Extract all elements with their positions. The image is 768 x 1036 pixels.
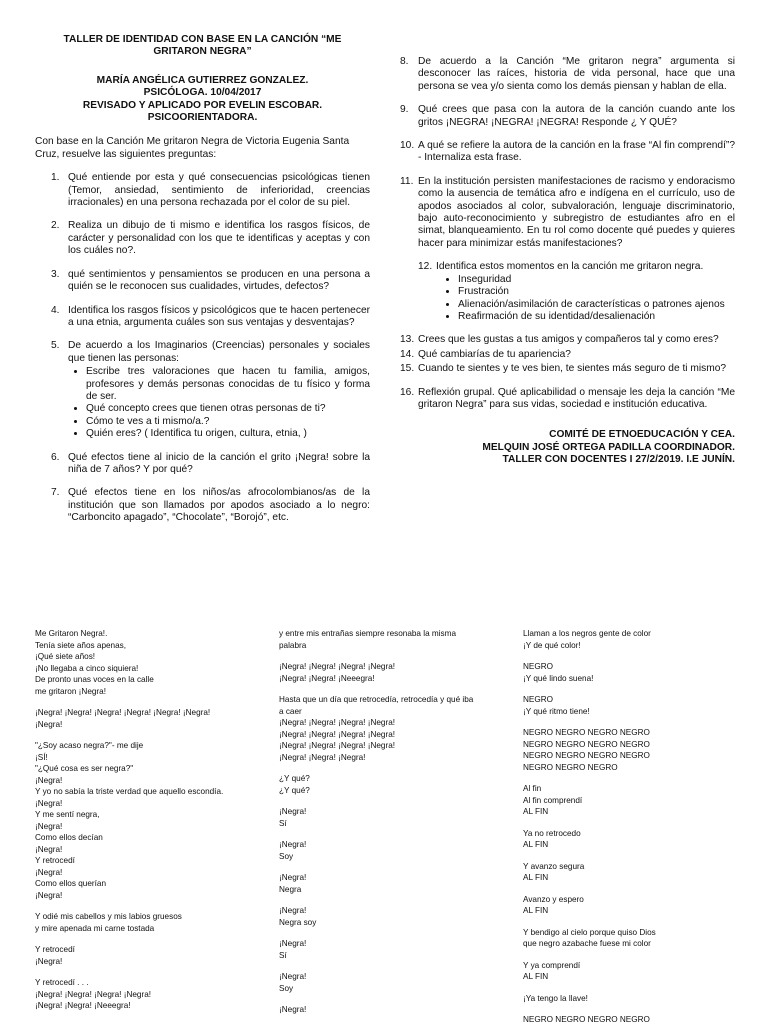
author-line: PSICÓLOGA. 10/04/2017 xyxy=(143,87,262,99)
question-number: 5. xyxy=(51,340,60,352)
poem-line: De pronto unas voces en la calle xyxy=(35,675,154,684)
question-11 xyxy=(398,176,735,250)
poem-line: Y odié mis cabellos y mis labios gruesos xyxy=(35,912,182,921)
question-number: 9. xyxy=(400,104,409,116)
question-number: 11. xyxy=(400,175,414,187)
question-text: Qué crees que pasa con la autora de la canción cuando ante los gritos ¡NEGRA! ¡NEGRA! ¡NEGRA! Responde ¿ Y QUÉ? xyxy=(418,104,735,128)
poem-column-1 xyxy=(35,628,260,1022)
author-line: REVISADO Y APLICADO POR EVELIN ESCOBAR. xyxy=(82,99,323,111)
poem-line: ¡Ya tengo la llave! xyxy=(523,993,588,1003)
question-8 xyxy=(398,56,735,93)
poem-stanza xyxy=(523,694,748,717)
poem-stanza xyxy=(279,872,504,895)
poem-line: AL FIN xyxy=(523,972,549,981)
poem-line: ¡Negra! xyxy=(279,840,307,849)
poem-line: Y retrocedí xyxy=(35,856,75,865)
poem-line: Como ellos decían xyxy=(35,833,103,842)
poem-line: AL FIN xyxy=(523,840,549,849)
question-6 xyxy=(35,452,370,477)
question-number: 12. xyxy=(418,261,433,273)
question-text: Identifica los rasgos físicos y psicológicos que te hacen pertenecer a una etnia, argumenta cuáles son sus ventajas y desventajas? xyxy=(68,304,370,328)
poem-line: "¿Soy acaso negra?"- me dije xyxy=(35,741,144,750)
question-number: 15. xyxy=(400,363,415,375)
poem-line: a caer xyxy=(279,706,302,716)
question-12-bullets xyxy=(418,274,735,324)
poem-line: NEGRO NEGRO NEGRO NEGRO xyxy=(523,739,650,749)
poem-stanza xyxy=(523,993,748,1005)
poem-line: ¡Negra! ¡Negra! ¡Negra! ¡Negra! xyxy=(35,989,152,999)
poem-line: Sí xyxy=(279,818,287,828)
poem-line: ¡Negra! xyxy=(35,956,63,966)
poem-line: Me Gritaron Negra!. xyxy=(35,629,108,638)
question-number: 1. xyxy=(51,172,60,184)
right-column xyxy=(398,56,735,467)
poem-line: ¡SÍ! xyxy=(35,752,48,762)
poem-line: ¡Negra! xyxy=(35,821,63,831)
poem-column-3 xyxy=(523,628,748,1036)
poem-stanza xyxy=(523,960,748,983)
poem-line: ¡No llegaba a cinco siquiera! xyxy=(35,663,139,673)
poem-stanza xyxy=(279,1004,504,1016)
question-number: 14. xyxy=(400,348,415,360)
question-text: En la institución persisten manifestaciones de racismo y endoracismo como la ausencia de temática afro e indígena en el currículo, uso de apodos asociados al color, subvaloración, lenguaje discriminatorio, bajo auto-reconocimiento y subregistro de estudiantes afro en el simat, blanqueamiento. En tu rol como docente qué puedes y quieres hacer para minimizar estás manifestaciones? xyxy=(418,175,735,249)
question-number: 4. xyxy=(51,304,60,316)
poem-line: AL FIN xyxy=(523,873,549,882)
poem-line: Y avanzo segura xyxy=(523,861,585,871)
poem-line: Hasta que un día que retrocedía, retrocedía y qué iba xyxy=(279,695,474,704)
poem-stanza xyxy=(35,628,260,697)
poem-line: ¡Y de qué color! xyxy=(523,640,581,650)
poem-stanza xyxy=(279,694,504,763)
question-13 xyxy=(398,334,735,346)
poem-line: Sí xyxy=(279,950,287,960)
poem-line: ¡Negra! xyxy=(35,775,63,785)
intro-text: Con base en la Canción Me gritaron Negra de Victoria Eugenia Santa Cruz, resuelve las siguientes preguntas: xyxy=(35,136,350,160)
question-text: qué sentimientos y pensamientos se producen en una persona a quién se le reconocen sus cualidades, virtudes, defectos? xyxy=(68,268,370,293)
question-text: A qué se refiere la autora de la canción en la frase “Al fin comprendí”?- Internaliza esta frase. xyxy=(418,140,735,164)
poem-stanza xyxy=(523,927,748,950)
question-number: 10. xyxy=(400,140,415,152)
poem-line: ¿Y qué? xyxy=(279,774,310,783)
question-text: Cuando te sientes y te ves bien, te sientes más seguro de ti mismo? xyxy=(418,363,727,375)
poem-line: "¿Qué cosa es ser negra?" xyxy=(35,764,134,773)
poem-line: Ya no retrocedo xyxy=(523,828,581,838)
poem-stanza xyxy=(279,628,504,651)
poem-stanza xyxy=(523,783,748,818)
author-block xyxy=(35,75,370,125)
poem-line: me gritaron ¡Negra! xyxy=(35,686,106,696)
poem-line: ¿Y qué? xyxy=(279,785,310,795)
poem-stanza xyxy=(523,828,748,851)
poem-line: y entre mis entrañas siempre resonaba la misma xyxy=(279,629,457,638)
bullet-item: • Alienación/asimilación de características o patrones ajenos xyxy=(458,299,735,311)
poem-stanza xyxy=(279,938,504,961)
left-column xyxy=(35,34,370,525)
question-text: Qué efectos tiene en los niños/as afrocolombianos/as de la institución que son llamados por apodos asociado a lo negro: “Carboncito apagado”, “Chocolate”, “Borojó”, etc. xyxy=(68,487,370,524)
poem-line: ¡Negra! xyxy=(35,867,63,877)
poem-line: ¡Y qué lindo suena! xyxy=(523,673,594,683)
question-text: Realiza un dibujo de ti mismo e identifica los rasgos físicos, de carácter y personalidad con los que te identificas y aceptas y con los cuáles no?. xyxy=(68,220,370,257)
question-number: 13. xyxy=(400,334,415,346)
poem-line: ¡Negra! ¡Negra! ¡Neeegra! xyxy=(35,1001,131,1010)
poem-line: Avanzo y espero xyxy=(523,894,584,904)
question-10 xyxy=(398,140,735,165)
poem-stanza xyxy=(279,971,504,994)
poem-line: ¡Negra! ¡Negra! ¡Negra! xyxy=(279,752,366,762)
question-text: Qué entiende por esta y qué consecuencias psicológicas tienen (Temor, ansiedad, sentimiento de inferioridad, creencias irracionales) en una persona rechazada por el color de su piel. xyxy=(68,172,370,209)
poem-line: ¡Negra! xyxy=(279,939,307,948)
question-15 xyxy=(398,363,735,375)
poem-line: ¡Negra! ¡Negra! ¡Negra! ¡Negra! xyxy=(279,741,396,750)
question-4 xyxy=(35,305,370,330)
poem-stanza xyxy=(523,628,748,651)
question-3 xyxy=(35,269,370,294)
poem-line: Negra xyxy=(279,884,302,894)
question-7 xyxy=(35,487,370,524)
poem-stanza xyxy=(523,661,748,684)
workshop-title xyxy=(35,34,370,59)
question-text: Qué efectos tiene al inicio de la canción el grito ¡Negra! sobre la niña de 7 años? Y por qué? xyxy=(68,451,370,475)
poem-line: Tenía siete años apenas, xyxy=(35,640,127,650)
poem-stanza xyxy=(35,944,260,967)
poem-stanza xyxy=(279,661,504,684)
poem-line: Y ya comprendí xyxy=(523,960,581,970)
poem-line: Como ellos querían xyxy=(35,879,106,888)
question-2 xyxy=(35,220,370,257)
question-12 xyxy=(398,261,735,323)
question-text: De acuerdo a los Imaginarios (Creencias) personales y sociales que tienen las personas: xyxy=(68,340,370,364)
poem-line: AL FIN xyxy=(523,807,549,816)
author-line: MARÍA ANGÉLICA GUTIERREZ GONZALEZ. xyxy=(96,74,309,86)
bullet-item: • Reafirmación de su identidad/desalienación xyxy=(458,311,735,323)
poem-line: NEGRO xyxy=(523,662,554,671)
question-5-bullets xyxy=(68,366,370,440)
poem-line: Soy xyxy=(279,983,294,993)
poem-line: ¡Negra! ¡Negra! ¡Neeegra! xyxy=(279,673,375,683)
poem-line: NEGRO NEGRO NEGRO xyxy=(523,762,618,772)
bullet-item: • Escribe tres valoraciones que hacen tu familia, amigos, profesores y demás personas conocidas de tu físico y forma de ser. xyxy=(86,366,370,403)
poem-line: Y me sentí negra, xyxy=(35,810,100,819)
poem-line: ¡Negra! ¡Negra! ¡Negra! ¡Negra! xyxy=(279,718,396,727)
poem-stanza xyxy=(35,977,260,1012)
poem-stanza xyxy=(279,839,504,862)
poem-stanza xyxy=(523,727,748,773)
signature-line: TALLER CON DOCENTES I 27/2/2019. I.E JUNÍN. xyxy=(502,454,735,466)
poem-line: ¡Negra! xyxy=(279,1005,307,1014)
poem-line: ¡Qué siete años! xyxy=(35,652,96,661)
bullet-item: • Quién eres? ( Identifica tu origen, cultura, etnia, ) xyxy=(86,428,370,440)
question-number: 6. xyxy=(51,451,60,463)
poem-stanza xyxy=(35,740,260,901)
title-line: TALLER DE IDENTIDAD CON BASE EN LA CANCIÓN “ME xyxy=(63,34,342,45)
poem-stanza xyxy=(279,806,504,829)
poem-line: ¡Y qué ritmo tiene! xyxy=(523,706,590,716)
poem-line: ¡Negra! xyxy=(35,890,63,900)
poem-line: ¡Negra! ¡Negra! ¡Negra! ¡Negra! xyxy=(279,729,396,739)
poem-stanza xyxy=(523,894,748,917)
poem-line: ¡Negra! xyxy=(35,719,63,729)
question-number: 2. xyxy=(51,220,60,232)
poem-line: palabra xyxy=(279,640,307,650)
poem-line: NEGRO NEGRO NEGRO NEGRO xyxy=(523,751,650,760)
signature-line: MELQUIN JOSÉ ORTEGA PADILLA COORDINADOR. xyxy=(482,441,735,453)
poem-line: ¡Negra! xyxy=(279,906,307,915)
poem-line: ¡Negra! xyxy=(35,844,63,854)
question-text: Identifica estos momentos en la canción me gritaron negra. xyxy=(436,261,704,273)
poem-stanza xyxy=(523,861,748,884)
poem-stanza xyxy=(35,911,260,934)
poem-line: Soy xyxy=(279,851,294,861)
poem-line: NEGRO NEGRO NEGRO NEGRO xyxy=(523,728,650,737)
question-text: Qué cambiarías de tu apariencia? xyxy=(418,348,571,360)
author-line: PSICOORIENTADORA. xyxy=(147,112,258,124)
poem-line: Y yo no sabía la triste verdad que aquello escondía. xyxy=(35,787,224,796)
poem-line: Al fin xyxy=(523,784,542,793)
poem-line: y mire apenada mi carne tostada xyxy=(35,923,155,933)
poem-line: que negro azabache fuese mi color xyxy=(523,939,651,948)
question-number: 16. xyxy=(400,386,415,398)
poem-stanza xyxy=(35,707,260,730)
bullet-item: • Cómo te ves a ti mismo/a.? xyxy=(86,416,370,428)
question-text: Crees que les gustas a tus amigos y compañeros tal y como eres? xyxy=(418,334,719,346)
question-9 xyxy=(398,104,735,129)
poem-line: Y retrocedí . . . xyxy=(35,978,89,987)
poem-line: Negra soy xyxy=(279,917,317,927)
poem-line: ¡Negra! xyxy=(279,873,307,882)
bullet-item: • Qué concepto crees que tienen otras personas de ti? xyxy=(86,403,370,415)
question-number: 7. xyxy=(51,487,60,499)
signature-block xyxy=(398,429,735,466)
poem-line: ¡Negra! ¡Negra! ¡Negra! ¡Negra! ¡Negra! ¡Negra! xyxy=(35,708,211,717)
poem-line: ¡Negra! xyxy=(279,807,307,816)
question-text: Reflexión grupal. Qué aplicabilidad o mensaje les deja la canción “Me gritaron Negra” para sus vidas, sociedad e institución educativa. xyxy=(418,386,735,410)
poem-line: NEGRO xyxy=(523,695,554,704)
signature-line: COMITÉ DE ETNOEDUCACIÓN Y CEA. xyxy=(549,429,735,441)
poem-line: NEGRO NEGRO NEGRO NEGRO xyxy=(523,1015,650,1024)
question-text: De acuerdo a la Canción “Me gritaron negra” argumenta si desconocer las raíces, historia de vida personal, hace que una persona se vea y/o sienta como los demás piensan y hablan de ella. xyxy=(418,56,735,92)
poem-line: ¡Negra! ¡Negra! ¡Negra! ¡Negra! xyxy=(279,662,396,671)
poem-line: ¡Negra! xyxy=(35,798,63,808)
poem-line: Al fin comprendí xyxy=(523,795,583,805)
poem-stanza xyxy=(279,773,504,796)
poem-line: Llaman a los negros gente de color xyxy=(523,629,651,638)
question-1 xyxy=(35,172,370,209)
poem-line: ¡Negra! xyxy=(279,972,307,981)
question-16 xyxy=(398,387,735,412)
question-number: 8. xyxy=(400,56,409,67)
question-number: 3. xyxy=(51,268,60,280)
question-5 xyxy=(35,340,370,440)
poem-column-2 xyxy=(279,628,504,1026)
poem-line: AL FIN xyxy=(523,906,549,915)
bullet-item: • Inseguridad xyxy=(458,274,735,286)
poem-stanza xyxy=(279,905,504,928)
question-14 xyxy=(398,349,735,361)
poem-line: Y retrocedí xyxy=(35,945,75,954)
title-line: GRITARON NEGRA” xyxy=(153,46,252,58)
bullet-item: • Frustración xyxy=(458,286,735,298)
poem-line: Y bendigo al cielo porque quiso Dios xyxy=(523,927,656,937)
